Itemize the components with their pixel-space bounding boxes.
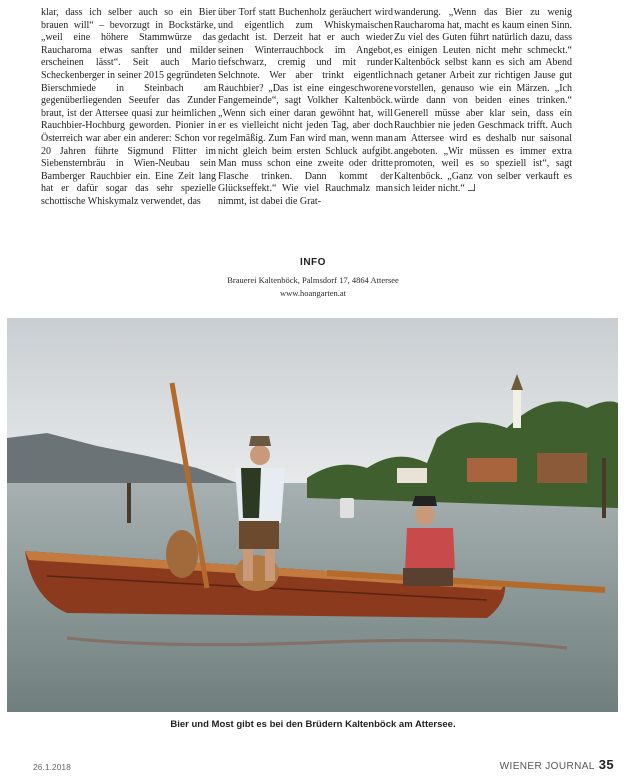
hat <box>249 436 271 446</box>
info-website-link[interactable]: www.hoangarten.at <box>279 288 346 298</box>
church-tower <box>513 388 521 428</box>
leg <box>243 549 253 581</box>
page-number: 35 <box>598 757 614 772</box>
man-standing-head <box>250 445 270 465</box>
article-text-1: klar, dass ich selber auch so ein Bier brauen will“ – bevorzugt in Bockstärke, „weil eine höhere Stammwürze das Raucharoma etwas sanfter und milder erscheinen lässt“. Seit auch Mario Scheckenberger in seiner 2015 gegründeten Bierschmiede in Steinbach am gegenüberliegenden Seeufer das Zunder braut, ist der Attersee quasi zur heimlichen Rauchbier-Hochburg geworden. Pionier in Österreich war aber ein anderer: Schon vor 20 Jahren führte Sigmund Flitter im Siebensternbräu in Wien-Neubau sein Bamberger Rauchbier ein. Eine Zeit lang hat er dafür sogar das sehr spezielle schottische Whiskymalz verwendet, das <box>41 7 216 207</box>
boathouse <box>537 453 587 483</box>
issue-date: 26.1.2018 <box>33 762 71 772</box>
checkered-shirt <box>405 528 455 570</box>
leg <box>265 549 275 581</box>
magazine-footer <box>500 757 614 772</box>
hat <box>412 496 437 506</box>
pier-post <box>127 483 131 523</box>
article-text-2: über Torf statt Buchenholz geräuchert wird und eigentlich zum Whiskymaischen gedacht ist. Derzeit hat er auch wieder seinen Winterrauchbock im Angebot, tiefschwarz, cremig und mit runder Selchnote. Wer aber trinkt eigentlich Rauchbier? „Das ist eine eingeschworene Fangemeinde“, sagt Volkher Kaltenböck. „Wenn sich einer daran gewöhnt hat, will er es vielleicht nicht jeden Tag, aber doch regelmäßig. Zum Fan wird man, wenn man nicht gleich beim ersten Schluck aufgibt. Man muss schon eine zweite oder dritte Flasche trinken. Dann kommt der Glückseffekt.“ Wie viel Rauchmalz man nimmt, ist dabei die Grat- <box>218 7 393 207</box>
info-heading: INFO <box>300 257 326 268</box>
lederhosen <box>403 568 453 586</box>
house <box>397 468 427 483</box>
magazine-name: WIENER JOURNAL <box>499 761 595 772</box>
article-column-3 <box>394 7 572 229</box>
lederhosen <box>239 521 279 549</box>
article-column-1 <box>41 7 216 229</box>
info-address: Brauerei Kaltenböck, Palmsdorf 17, 4864 Attersee <box>227 275 399 285</box>
vest <box>241 468 261 518</box>
article-photo <box>7 318 618 712</box>
end-of-article-icon <box>468 184 475 191</box>
pier-post <box>602 458 606 518</box>
barrel <box>166 530 198 578</box>
photo-caption: Bier und Most gibt es bei den Brüdern Kaltenböck am Attersee. <box>170 719 456 730</box>
article-column-2 <box>218 7 393 229</box>
article-text-3: wanderung. „Wenn das Bier zu wenig Raucharoma hat, macht es kaum einen Sinn. Zu viel des Guten führt natürlich dazu, dass es einigen Leuten nicht mehr schmeckt.“ Kaltenböck selbst kann es sich am Abend nach getaner Arbeit zur richtigen Jause gut vorstellen, genauso wie ein Märzen. „Ich würde dann von beiden eines trinken.“ Generell müsse aber klar sein, dass ein Rauchbier nie jeden Geschmack trifft. Auch am Attersee wird es deshalb nur saisonal angeboten. „Wir müssen es immer extra promoten, weil es so speziell ist“, sagt Kaltenböck. „Ganz von selber verkauft es sich leider nicht.“ <box>394 7 572 195</box>
boathouse <box>467 458 517 482</box>
man-sitting-head <box>415 505 435 525</box>
beer-mug <box>340 498 354 518</box>
